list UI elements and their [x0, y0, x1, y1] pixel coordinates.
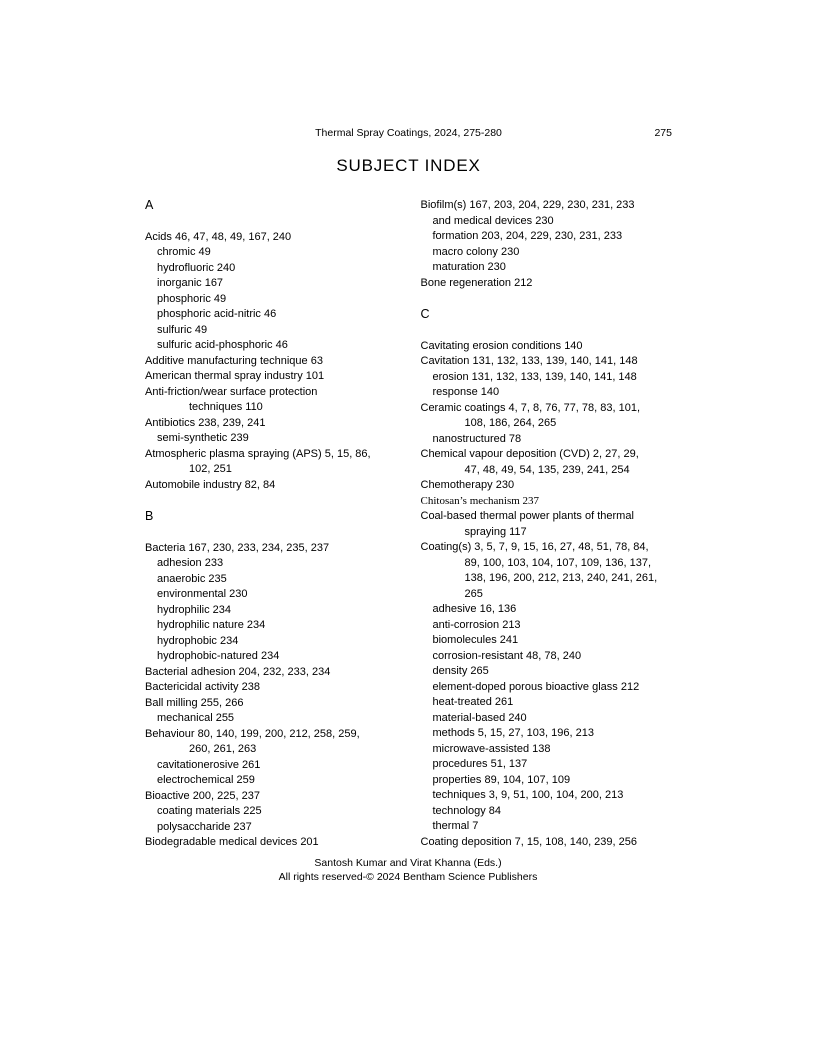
section-heading: B [145, 509, 154, 523]
index-entry: 102, 251 [189, 463, 232, 475]
index-column-right [421, 198, 673, 851]
index-entry: 47, 48, 49, 54, 135, 239, 241, 254 [464, 463, 630, 476]
index-entry: response 140 [432, 386, 500, 398]
index-entry: Bacteria 167, 230, 233, 234, 235, 237 [145, 541, 330, 554]
index-entry: Coating(s) 3, 5, 7, 9, 15, 16, 27, 48, 51, 78, 84, [420, 541, 649, 553]
index-entry: sulfuric 49 [157, 323, 208, 336]
index-entry: Bioactive 200, 225, 237 [145, 789, 260, 802]
index-entry: hydrophilic nature 234 [157, 619, 266, 631]
index-entry: sulfuric acid-phosphoric 46 [157, 339, 288, 351]
index-entry: Coal-based thermal power plants of thermal [420, 510, 634, 522]
running-header [145, 127, 672, 140]
index-entry: phosphoric 49 [157, 292, 227, 305]
index-entry: Automobile industry 82, 84 [145, 478, 276, 491]
index-entry: chromic 49 [157, 246, 211, 258]
index-entry: American thermal spray industry 101 [145, 370, 325, 382]
page-content [145, 127, 672, 851]
running-title: Thermal Spray Coatings, 2024, 275-280 [315, 127, 502, 139]
index-entry: coating materials 225 [157, 805, 262, 817]
index-entry: methods 5, 15, 27, 103, 196, 213 [432, 727, 594, 739]
index-entry: semi-synthetic 239 [157, 432, 249, 444]
index-entry: 89, 100, 103, 104, 107, 109, 136, 137, [464, 556, 652, 569]
index-columns [145, 198, 672, 851]
index-entry: density 265 [432, 665, 489, 677]
section-heading: C [420, 307, 430, 321]
index-entry: adhesive 16, 136 [432, 603, 517, 615]
index-entry: properties 89, 104, 107, 109 [432, 773, 571, 786]
index-entry: electrochemical 259 [157, 774, 255, 786]
index-entry: mechanical 255 [157, 712, 235, 724]
index-entry: cavitationerosive 261 [157, 758, 261, 771]
index-entry: and medical devices 230 [432, 214, 554, 227]
index-entry: corrosion-resistant 48, 78, 240 [432, 649, 582, 662]
index-entry: 108, 186, 264, 265 [464, 417, 557, 429]
index-entry: 138, 196, 200, 212, 213, 240, 241, 261, [464, 572, 658, 584]
index-entry: macro colony 230 [432, 245, 520, 258]
footer-rights: All rights reserved-© 2024 Bentham Science Publishers [278, 870, 538, 883]
index-entry: Biodegradable medical devices 201 [145, 836, 319, 848]
index-entry: inorganic 167 [157, 277, 224, 289]
index-entry: phosphoric acid-nitric 46 [157, 308, 277, 320]
index-entry: procedures 51, 137 [432, 758, 528, 770]
index-column-left [145, 198, 397, 851]
index-entry: Behaviour 80, 140, 199, 200, 212, 258, 259, [145, 727, 360, 740]
index-entry: hydrophilic 234 [157, 603, 231, 616]
index-entry: Cavitation 131, 132, 133, 139, 140, 141, 148 [420, 355, 638, 367]
index-entry: techniques 110 [189, 401, 263, 413]
page-title: SUBJECT INDEX [336, 156, 481, 175]
index-entry: heat-treated 261 [432, 696, 514, 708]
index-entry: microwave-assisted 138 [432, 742, 551, 755]
index-entry: technology 84 [432, 804, 501, 817]
index-entry: environmental 230 [157, 588, 248, 600]
index-entry: spraying 117 [464, 525, 527, 538]
index-entry: Bone regeneration 212 [420, 276, 533, 289]
index-entry: Chemical vapour deposition (CVD) 2, 27, 29, [420, 448, 639, 460]
index-entry: Chitosan’s mechanism 237 [420, 494, 540, 507]
index-entry: Cavitating erosion conditions 140 [420, 339, 583, 352]
index-entry: biomolecules 241 [432, 634, 519, 646]
index-entry: Ceramic coatings 4, 7, 8, 76, 77, 78, 83, 101, [420, 401, 641, 414]
index-entry: polysaccharide 237 [157, 820, 252, 833]
index-entry: techniques 3, 9, 51, 100, 104, 200, 213 [432, 789, 624, 801]
index-entry: thermal 7 [432, 820, 479, 832]
page-footer [0, 857, 816, 884]
index-entry: Antibiotics 238, 239, 241 [145, 416, 266, 429]
index-entry: Biofilm(s) 167, 203, 204, 229, 230, 231, 233 [420, 199, 635, 211]
index-entry: Bactericidal activity 238 [145, 681, 260, 693]
index-entry: maturation 230 [432, 261, 506, 273]
page-number: 275 [654, 127, 672, 139]
index-entry: hydrophobic-natured 234 [157, 650, 280, 662]
index-entry: material-based 240 [432, 711, 527, 724]
index-entry: formation 203, 204, 229, 230, 231, 233 [432, 230, 623, 242]
footer-editors: Santosh Kumar and Virat Khanna (Eds.) [314, 857, 502, 869]
index-entry: Coating deposition 7, 15, 108, 140, 239, 256 [420, 835, 638, 848]
index-entry: element-doped porous bioactive glass 212 [432, 680, 640, 693]
index-entry: Bacterial adhesion 204, 232, 233, 234 [145, 665, 331, 678]
index-entry: adhesion 233 [157, 557, 224, 569]
index-entry: erosion 131, 132, 133, 139, 140, 141, 148 [432, 370, 637, 383]
index-entry: Additive manufacturing technique 63 [145, 354, 323, 367]
index-entry: 265 [464, 587, 483, 600]
section-heading: A [145, 198, 154, 212]
index-entry: Ball milling 255, 266 [145, 696, 244, 709]
index-entry: hydrofluoric 240 [157, 261, 236, 274]
index-entry: Acids 46, 47, 48, 49, 167, 240 [145, 230, 292, 243]
index-entry: Anti-friction/wear surface protection [145, 385, 318, 398]
index-entry: Chemotherapy 230 [420, 479, 515, 491]
index-entry: Atmospheric plasma spraying (APS) 5, 15, 86, [145, 447, 371, 460]
index-entry: hydrophobic 234 [157, 634, 239, 647]
index-entry: anaerobic 235 [157, 572, 227, 585]
index-entry: anti-corrosion 213 [432, 618, 521, 631]
index-entry: nanostructured 78 [432, 432, 522, 445]
index-entry: 260, 261, 263 [189, 743, 257, 755]
